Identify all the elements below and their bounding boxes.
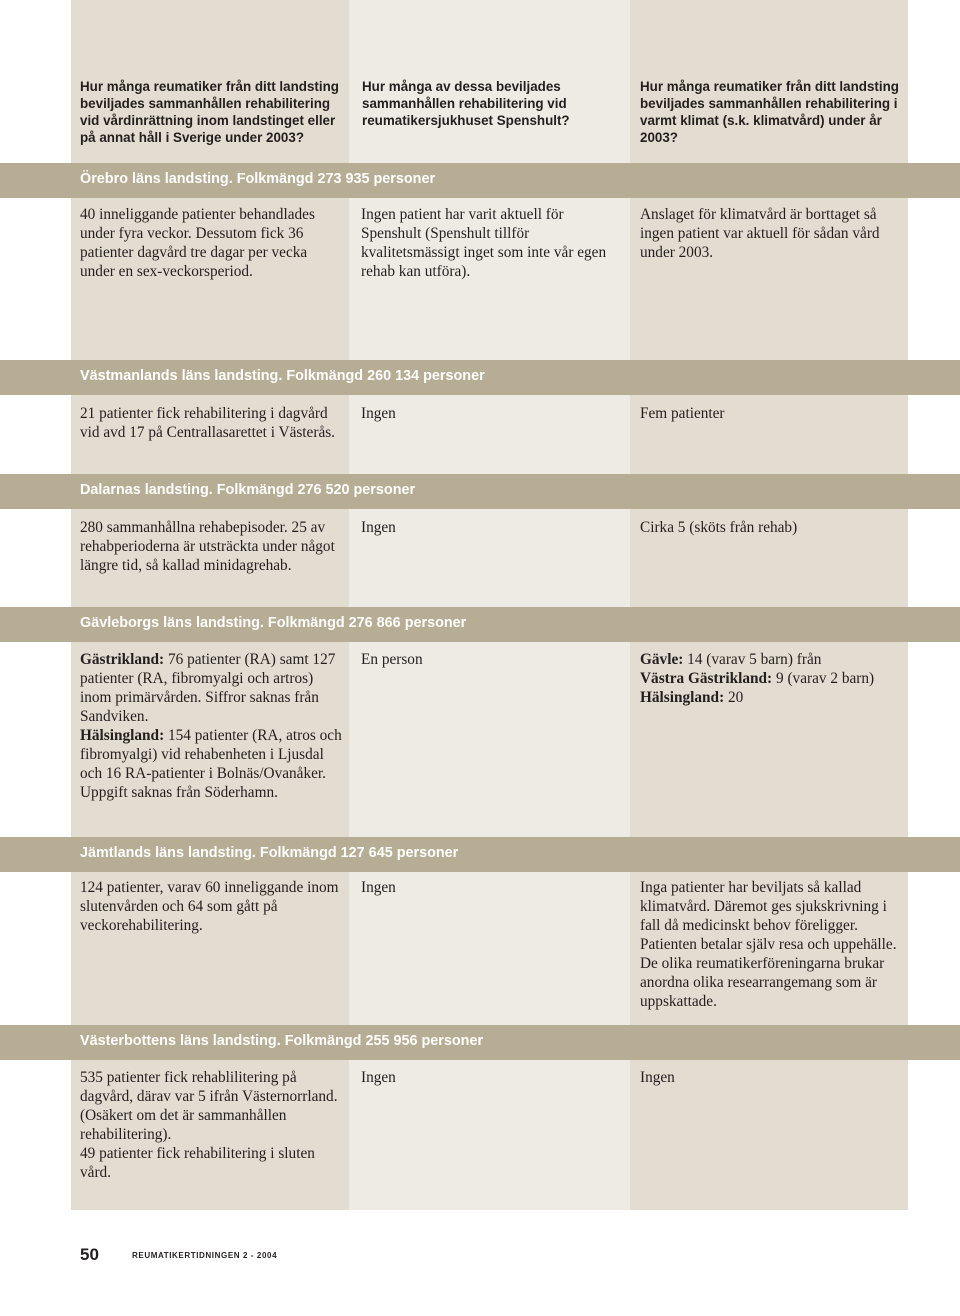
vastra-gastrikland-line [640, 669, 902, 688]
gavle-text: 14 (varav 5 barn) från [687, 651, 822, 668]
vastmanland-answer-3: Fem patienter [640, 405, 725, 422]
gastrikland-label: Gästrikland: [80, 651, 165, 668]
page-number: 50 [80, 1245, 99, 1264]
section-title: Gävleborgs läns landsting. Folkmängd 276 866 personer [80, 615, 467, 631]
dalarna-answer-3: Cirka 5 (sköts från rehab) [640, 519, 798, 536]
halsingland-label: Hälsingland: [640, 689, 725, 706]
question-2-heading: Hur många av dessa beviljades sammanhållen rehabilitering vid reumatikersjukhuset Spenshult? [362, 79, 570, 128]
section-band-vastmanland [0, 360, 960, 395]
orebro-answer-1: 40 inneliggande patienter behandlades under fyra veckor. Dessutom fick 36 patienter dagvård tre dagar per vecka under en sex-veckorsperiod. [80, 206, 315, 280]
gavle-label: Gävle: [640, 651, 684, 668]
gavleborg-answer-3 [640, 650, 902, 707]
jamtland-answer-3: Inga patienter har beviljats så kallad klimatvård. Däremot ges sjukskrivning i fall då medicinskt behov föreligger. Patienten betalar själv resa och uppehälle. De olika reumatikerföreningarna brukar anordna olika researrangemang som är uppskattade. [640, 879, 897, 1010]
section-title: Västmanlands läns landsting. Folkmängd 260 134 personer [80, 368, 485, 384]
section-band-dalarna [0, 474, 960, 509]
section-title: Dalarnas landsting. Folkmängd 276 520 personer [80, 482, 416, 498]
halsingland-paragraph [80, 726, 345, 802]
vastmanland-answer-1: 21 patienter fick rehabilitering i dagvård vid avd 17 på Centrallasarettet i Västerås. [80, 405, 336, 441]
vastra-gastrikland-text: 9 (varav 2 barn) [775, 670, 875, 687]
gastrikland-paragraph [80, 651, 335, 725]
halsingland-label: Hälsingland: [80, 727, 165, 744]
question-1-heading: Hur många reumatiker från ditt landsting beviljades sammanhållen rehabilitering vid vårdinrättning inom landstinget eller på annat håll i Sverige under 2003? [80, 79, 339, 145]
section-title: Jämtlands läns landsting. Folkmängd 127 645 personer [80, 845, 459, 861]
gavle-line [640, 650, 902, 669]
jamtland-answer-2: Ingen [361, 879, 396, 896]
section-title: Västerbottens läns landsting. Folkmängd 255 956 personer [80, 1033, 484, 1049]
vasterbotten-answer-1 [80, 1068, 345, 1182]
vastmanland-answer-2: Ingen [361, 405, 396, 422]
orebro-answer-2: Ingen patient har varit aktuell för Spenshult (Spenshult tillför kvalitetsmässigt inget som inte vår egen rehab kan utföra). [361, 206, 607, 280]
vasterbotten-answer-2: Ingen [361, 1069, 396, 1086]
gavleborg-answer-2: En person [361, 651, 423, 668]
orebro-answer-3: Anslaget för klimatvård är borttaget så ingen patient var aktuell för sådan vård under 2003. [640, 206, 880, 261]
gastrikland-text: 76 patienter (RA) samt 127 patienter (RA, fibromyalgi och artros) inom primärvården. Siffror saknas från Sandviken. [80, 651, 336, 725]
halsingland-text: 154 patienter (RA, atros och fibromyalgi) vid rehabenheten i Ljusdal och 16 RA-patienter i Bolnäs/Ovanåker. Uppgift saknas från Söderhamn. [80, 727, 342, 801]
section-title: Örebro läns landsting. Folkmängd 273 935 personer [80, 171, 436, 187]
vastra-gastrikland-label: Västra Gästrikland: [640, 670, 773, 687]
vasterbotten-paragraph-2: 49 patienter fick rehabilitering i sluten vård. [80, 1145, 315, 1181]
section-band-jamtland [0, 837, 960, 872]
section-band-orebro [0, 163, 960, 198]
section-band-vasterbotten [0, 1025, 960, 1060]
dalarna-answer-1: 280 sammanhållna rehabepisoder. 25 av rehabperioderna är utsträckta under något längre tid, så kallad minidagrehab. [80, 519, 335, 574]
jamtland-answer-1: 124 patienter, varav 60 inneliggande inom slutenvården och 64 som gått på veckorehabilitering. [80, 879, 339, 934]
publication-name: REUMATIKERTIDNINGEN 2 - 2004 [132, 1251, 278, 1260]
vasterbotten-answer-3: Ingen [640, 1069, 675, 1086]
halsingland-text: 20 [728, 689, 744, 706]
halsingland-line [640, 688, 902, 707]
vasterbotten-paragraph-1: 535 patienter fick rehablilitering på dagvård, därav var 5 ifrån Västernorrland. (Osäkert om det är sammanhållen rehabilitering). [80, 1069, 338, 1143]
dalarna-answer-2: Ingen [361, 519, 396, 536]
question-3-heading: Hur många reumatiker från ditt landsting beviljades sammanhållen rehabilitering i varmt klimat (s.k. klimatvård) under år 2003? [640, 79, 899, 145]
section-band-gavleborg [0, 607, 960, 642]
gavleborg-answer-1 [80, 650, 345, 802]
